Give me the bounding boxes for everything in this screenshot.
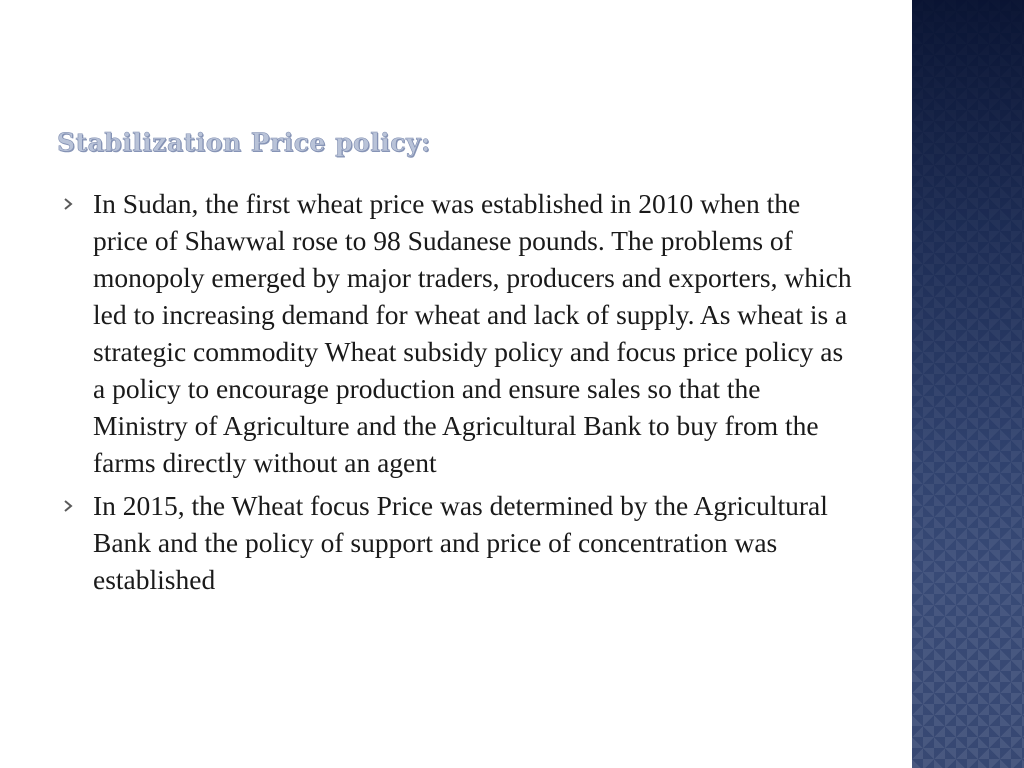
list-item xyxy=(62,487,852,598)
decorative-side-panel xyxy=(912,0,1024,768)
chevron-right-icon xyxy=(62,185,78,222)
bullet-text: In Sudan, the first wheat price was established in 2010 when the price of Shawwal rose to 98 Sudanese pounds. The problems of monopoly emerged by major traders, producers and exporters, which led to increasing demand for wheat and lack of supply. As wheat is a strategic commodity Wheat subsidy policy and focus price policy as a policy to encourage production and ensure sales so that the Ministry of Agriculture and the Agricultural Bank to buy from the farms directly without an agent xyxy=(93,188,852,478)
list-item xyxy=(62,185,852,481)
chevron-right-icon xyxy=(62,487,78,524)
slide-title: Stabilization Price policy: xyxy=(57,128,431,157)
bullet-list xyxy=(62,185,852,604)
bullet-text: In 2015, the Wheat focus Price was determined by the Agricultural Bank and the policy of support and price of concentration was established xyxy=(93,490,828,595)
